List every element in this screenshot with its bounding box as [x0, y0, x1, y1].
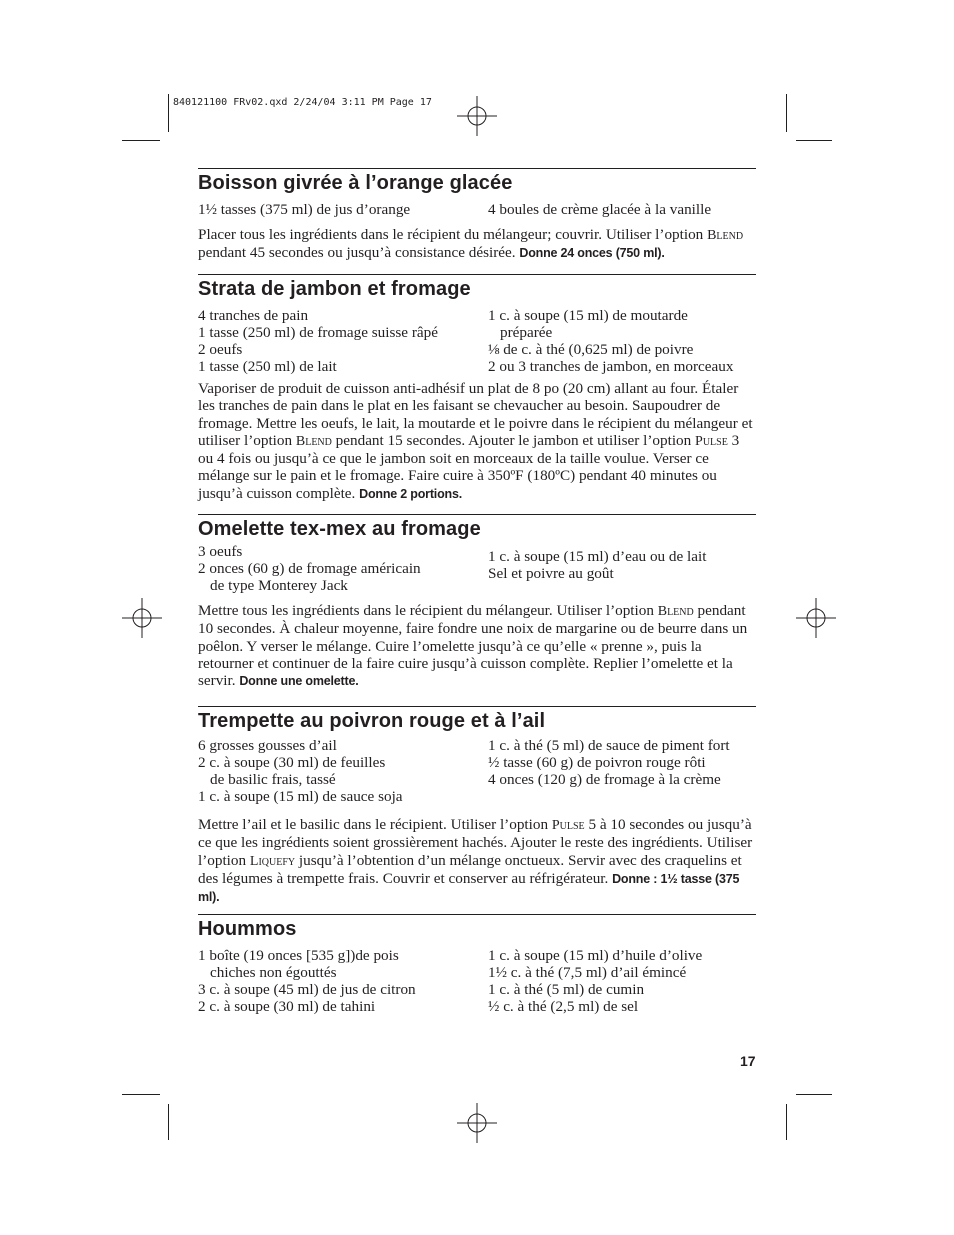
yield: Donne une omelette.: [239, 674, 359, 689]
ingredient-columns: [198, 543, 756, 594]
yield: Donne : 1½ tasse (375 ml).: [198, 871, 740, 905]
ingredients-left: [198, 543, 488, 594]
ingredients-right: [488, 201, 756, 218]
ingredient: 1 c. à thé (5 ml) de cumin: [488, 981, 645, 998]
print-slug: 840121100 FRv02.qxd 2/24/04 3:11 PM Page 17: [173, 97, 432, 108]
ingredient: préparée: [500, 324, 553, 341]
ingredients-right: [488, 737, 756, 805]
ingredient: 1 c. à soupe (15 ml) de moutarde: [488, 307, 688, 324]
ingredient: Sel et poivre au goût: [488, 565, 614, 582]
crop-mark: [122, 1094, 160, 1095]
ingredients-right: [488, 543, 756, 594]
option-name: Pulse: [695, 433, 728, 449]
crop-mark: [786, 1104, 787, 1140]
option-name: Blend: [707, 228, 744, 243]
ingredient: 6 grosses gousses d’ail: [198, 737, 337, 754]
ingredient: 4 boules de crème glacée à la vanille: [488, 201, 712, 218]
ingredient: 1 c. à soupe (15 ml) de sauce soja: [198, 788, 403, 805]
ingredients-left: [198, 737, 488, 805]
ingredient: 1 c. à thé (5 ml) de sauce de piment fort: [488, 737, 730, 754]
crop-mark: [122, 140, 160, 141]
recipe-title: Trempette au poivron rouge et à l’ail: [198, 710, 546, 732]
ingredient: 3 c. à soupe (45 ml) de jus de citron: [198, 981, 416, 998]
crop-mark: [796, 1094, 832, 1095]
ingredient: 2 onces (60 g) de fromage américain: [198, 560, 421, 577]
ingredient: 2 oeufs: [198, 341, 243, 358]
recipe-title: Hoummos: [198, 918, 297, 940]
recipe-title: Boisson givrée à l’orange glacée: [198, 172, 513, 194]
ingredient-columns: [198, 307, 756, 375]
instructions: Vaporiser de produit de cuisson anti-adhésif un plat de 8 po (20 cm) allant au four. Étaler les tranches de pain dans le plat en les faisant se chevaucher au besoin. Saupoudrer de fromage. Mettre les oeufs, le lait, la moutarde et le poivre dans le récipient du mélangeur et utiliser l’option Blend pendant 15 secondes. Ajouter le jambon et utiliser l’option Pulse 3 ou 4 fois ou jusqu’à ce que le jambon soit en morceaux de la taille voulue. Verser ce mélange sur le pain et le fromage. Faire cuire à 350ºF (180ºC) pendant 40 minutes ou jusqu’à cuisson complète. Donne 2 portions.: [198, 380, 753, 502]
crop-mark: [796, 140, 832, 141]
ingredient: 1 c. à soupe (15 ml) d’huile d’olive: [488, 947, 703, 964]
ingredient: 2 c. à soupe (30 ml) de feuilles: [198, 754, 386, 771]
ingredient: de basilic frais, tassé: [210, 771, 336, 788]
ingredient: 4 tranches de pain: [198, 307, 309, 324]
crop-mark: [168, 1104, 169, 1140]
registration-mark-icon: [122, 598, 162, 638]
recipe-hoummos: [198, 914, 756, 1015]
recipe-page: [198, 168, 756, 1015]
ingredient: chiches non égouttés: [210, 964, 337, 981]
ingredient: 1 tasse (250 ml) de lait: [198, 358, 337, 375]
recipe-title: Omelette tex-mex au fromage: [198, 518, 481, 540]
ingredient: 3 oeufs: [198, 543, 243, 560]
ingredient: ½ c. à thé (2,5 ml) de sel: [488, 998, 639, 1015]
ingredient: 1 tasse (250 ml) de fromage suisse râpé: [198, 324, 438, 341]
option-name: Pulse: [551, 818, 585, 833]
ingredients-left: [198, 947, 488, 1015]
ingredients-left: [198, 307, 488, 375]
ingredients-right: [488, 307, 756, 375]
option-name: Liquefy: [249, 853, 296, 869]
registration-mark-icon: [796, 598, 836, 638]
ingredient: ⅛ de c. à thé (0,625 ml) de poivre: [488, 341, 694, 358]
crop-mark: [786, 94, 787, 132]
recipe-boisson: [198, 168, 756, 274]
recipe-omelette: [198, 514, 756, 706]
yield: Donne 24 onces (750 ml).: [519, 246, 665, 261]
ingredient: ½ tasse (60 g) de poivron rouge rôti: [488, 754, 706, 771]
ingredient: 2 c. à soupe (30 ml) de tahini: [198, 998, 376, 1015]
crop-mark: [168, 94, 169, 132]
option-name: Blend: [657, 604, 694, 619]
ingredients-right: [488, 947, 756, 1015]
recipe-trempette: [198, 706, 756, 914]
ingredient: 4 onces (120 g) de fromage à la crème: [488, 771, 721, 788]
recipe-title: Strata de jambon et fromage: [198, 278, 471, 300]
ingredient: 1 c. à soupe (15 ml) d’eau ou de lait: [488, 548, 707, 565]
ingredient: 1½ tasses (375 ml) de jus d’orange: [198, 201, 411, 218]
page-number: 17: [740, 1053, 756, 1069]
ingredient-columns: [198, 737, 756, 805]
instructions: Mettre l’ail et le basilic dans le récipient. Utiliser l’option Pulse 5 à 10 secondes ou jusqu’à ce que les ingrédients soient grossièrement hachés. Ajouter le reste des ingrédients. Utiliser l’option Liquefy jusqu’à l’obtention d’un mélange onctueux. Servir avec des craquelins et des légumes à trempette frais. Couvrir et conserver au réfrigérateur. Donne : 1½ tasse (375 ml).: [198, 816, 753, 905]
option-name: Blend: [295, 433, 332, 449]
instructions: Placer tous les ingrédients dans le récipient du mélangeur; couvrir. Utiliser l’option Blend pendant 45 secondes ou jusqu’à consistance désirée. Donne 24 onces (750 ml).: [198, 226, 744, 262]
ingredient-columns: [198, 947, 756, 1015]
yield: Donne 2 portions.: [359, 486, 462, 501]
registration-mark-icon: [457, 1103, 497, 1143]
ingredient: 1½ c. à thé (7,5 ml) d’ail émincé: [488, 964, 687, 981]
recipe-strata: [198, 274, 756, 514]
registration-mark-icon: [457, 96, 497, 136]
ingredient: 2 ou 3 tranches de jambon, en morceaux: [488, 358, 734, 375]
ingredients-left: [198, 201, 488, 218]
instructions: Mettre tous les ingrédients dans le récipient du mélangeur. Utiliser l’option Blend pendant 10 secondes. À chaleur moyenne, faire fondre une noix de margarine ou de beurre dans un poêlon. Y verser le mélange. Cuire l’omelette jusqu’à ce qu’elle « prenne », puis la retourner et continuer de la faire cuire jusqu’à cuisson complète. Replier l’omelette et la servir. Donne une omelette.: [198, 602, 748, 690]
ingredient: de type Monterey Jack: [210, 577, 348, 594]
ingredient-columns: [198, 201, 756, 218]
ingredient: 1 boîte (19 onces [535 g])de pois: [198, 947, 399, 964]
